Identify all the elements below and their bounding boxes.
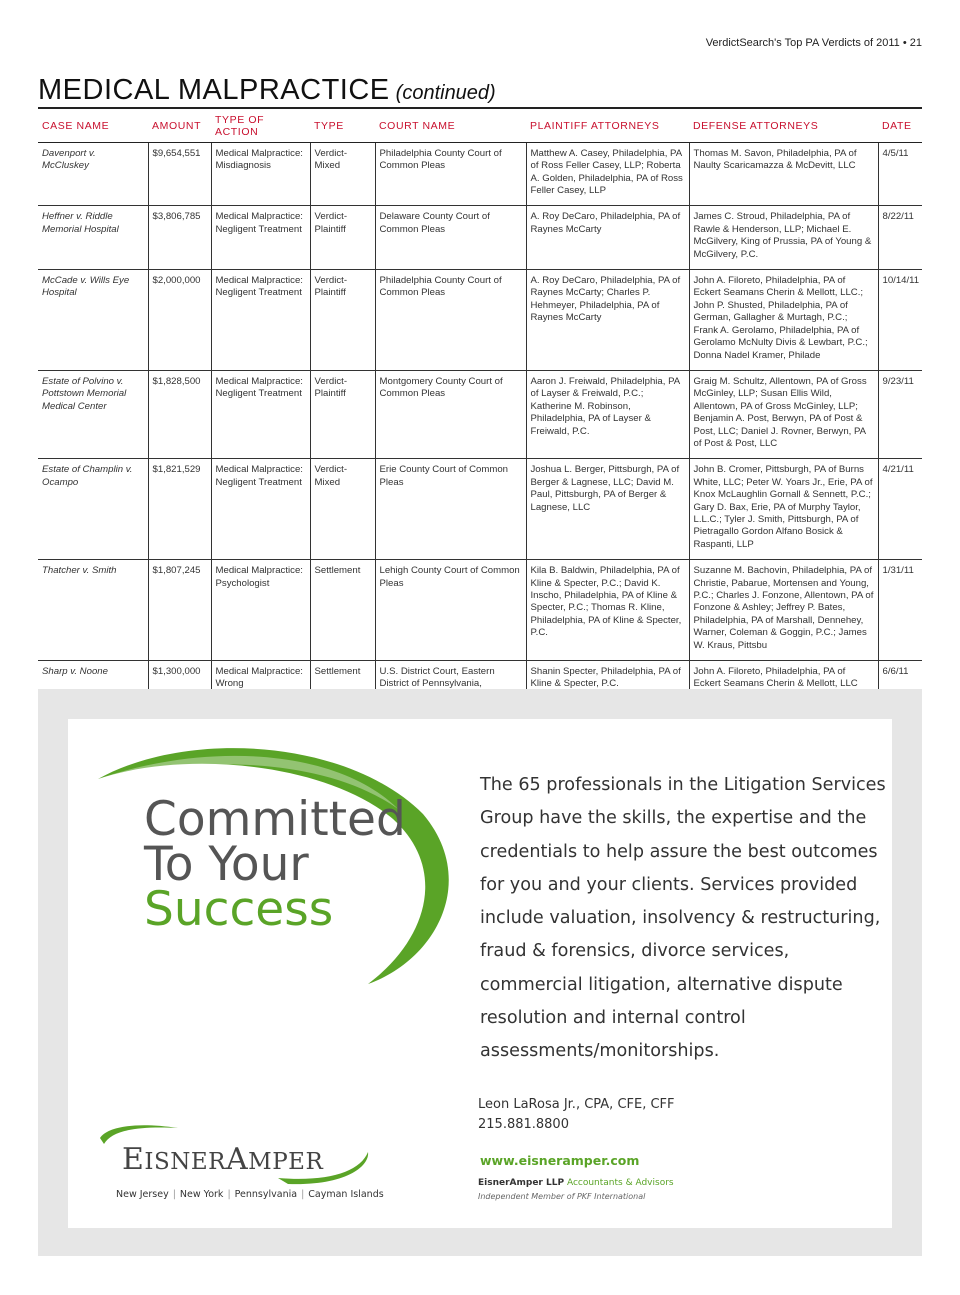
advertisement [38,689,922,1256]
defense-attorneys-cell: James C. Stroud, Philadelphia, PA of Rawle & Henderson, LLP; Michael E. McGilvery, King of Prussia, PA of Young & McGilvery, P.C. [689,206,878,270]
verdicts-table [38,107,922,776]
amount-cell: $2,000,000 [148,270,211,371]
ad-body-text: The 65 professionals in the Litigation Services Group have the skills, the expertise and the credentials to help assure the best outcomes for you and your clients. Services provided include valuation, insolvency & restructuring, fraud & forensics, divorce services, commercial litigation, alternative dispute resolution and internal control assessments/monitorships. [480,775,886,1062]
defense-attorneys-cell: John A. Filoreto, Philadelphia, PA of Eckert Seamans Cherin & Mellott, LLC [689,661,878,712]
contact-phone: 215.881.8800 [478,1117,569,1132]
court-cell: Montgomery County Court of Common Pleas [375,370,526,458]
table-row [38,459,922,560]
amount-cell: $3,806,785 [148,206,211,270]
table-row [38,206,922,270]
amount-cell: $9,654,551 [148,142,211,206]
case-name-cell: Estate of Champlin v. Ocampo [38,459,148,560]
court-cell: Erie County Court of Common Pleas [375,459,526,560]
court-cell: U.S. District Court, Eastern District of Pennsylvania, [375,661,526,712]
table-row [38,560,922,661]
column-header: PLAINTIFF ATTORNEYS [526,108,689,142]
table-row [38,270,922,371]
contact-block [478,1095,675,1135]
verdict-type-cell: Verdict-Plaintiff [310,270,375,371]
action-type-cell: Medical Malpractice: Negligent Treatment [211,270,310,371]
amount-cell: $1,300,000 [148,661,211,712]
plaintiff-attorneys-cell: Matthew A. Casey, Philadelphia, PA of Ross Feller Casey, LLP; Roberta A. Golden, Philadelphia, PA of Ross Feller Casey, LLP [526,142,689,206]
case-name-cell: Estate of Polvino v. Pottstown Memorial Medical Center [38,370,148,458]
section-title-main: MEDICAL MALPRACTICE [38,74,390,106]
date-cell: 6/6/11 [878,661,922,712]
action-type-cell: Medical Malpractice: Negligent Treatment [211,370,310,458]
verdict-type-cell: Settlement [310,661,375,712]
court-cell: Philadelphia County Court of Common Pleas [375,142,526,206]
verdict-type-cell: Verdict-Mixed [310,142,375,206]
firm-tagline: Accountants & Advisors [566,1178,674,1188]
case-name-cell: McCade v. Wills Eye Hospital [38,270,148,371]
amount-cell: $1,821,529 [148,459,211,560]
defense-attorneys-cell: John A. Filoreto, Philadelphia, PA of Eckert Seamans Cherin & Mellott, LLC.; John P. Shusted, Philadelphia, PA of German, Gallagher & Murtagh, P.C.; Frank A. Gerolamo, Philadelphia, PA of Gerolamo McNulty Divis & Lewbart, P.C.; Donna Nadel Kramer, Philade [689,270,878,371]
column-header: COURT NAME [375,108,526,142]
date-cell: 4/21/11 [878,459,922,560]
date-cell: 9/23/11 [878,370,922,458]
state-item: New Jersey [116,1189,169,1200]
office-states: New Jersey | New York | Pennsylvania | Cayman Islands [116,1189,384,1200]
column-header: DATE [878,108,922,142]
state-item: Cayman Islands [308,1189,384,1200]
defense-attorneys-cell: Suzanne M. Bachovin, Philadelphia, PA of Christie, Pabarue, Mortensen and Young, P.C.; Charles J. Fonzone, Allentown, PA of Fonzone & Ashley; Jeffrey P. Bates, Philadelphia, PA of Marshall, Dennehey, Warner, Coleman & Goggin, P.C.; James W. Kraus, Pittsbu [689,560,878,661]
case-name-cell: Thatcher v. Smith [38,560,148,661]
amount-cell: $1,807,245 [148,560,211,661]
table-body [38,142,922,775]
verdict-type-cell: Settlement [310,560,375,661]
column-header: CASE NAME [38,108,148,142]
running-head: VerdictSearch's Top PA Verdicts of 2011 • 21 [705,37,922,49]
table-row [38,142,922,206]
action-type-cell: Medical Malpractice: Wrong [211,661,310,712]
case-name-cell: Sharp v. Noone [38,661,148,712]
case-name-cell: Heffner v. Riddle Memorial Hospital [38,206,148,270]
slogan-line-1: Committed [144,792,406,847]
plaintiff-attorneys-cell: Kila B. Baldwin, Philadelphia, PA of Kline & Specter, P.C.; David K. Inscho, Philadelphia, PA of Kline & Specter, P.C.; Thomas R. Kline, Philadelphia, PA of Kline & Specter, P.C. [526,560,689,661]
website-link[interactable]: www.eisneramper.com [480,1153,640,1168]
column-header: AMOUNT [148,108,211,142]
defense-attorneys-cell: Graig M. Schultz, Allentown, PA of Gross McGinley, LLP; Susan Ellis Wild, Allentown, PA of Gross McGinley, LLP; Benjamin A. Post, Berwyn, PA of Post & Post, LLC; Daniel J. Rovner, Berwyn, PA of Post & Post, LLC [689,370,878,458]
action-type-cell: Medical Malpractice: Psychologist [211,560,310,661]
court-cell: Delaware County Court of Common Pleas [375,206,526,270]
plaintiff-attorneys-cell: Shanin Specter, Philadelphia, PA of Kline & Specter, P.C. [526,661,689,712]
verdict-type-cell: Verdict-Plaintiff [310,206,375,270]
state-item: New York [179,1189,224,1200]
state-item: Pennsylvania [234,1189,298,1200]
amount-cell: $1,828,500 [148,370,211,458]
firm-name: EisnerAmper LLP [478,1178,565,1188]
verdict-type-cell: Verdict-Plaintiff [310,370,375,458]
firm-line [478,1178,674,1188]
date-cell: 4/5/11 [878,142,922,206]
column-header: TYPE [310,108,375,142]
verdict-type-cell: Verdict-Mixed [310,459,375,560]
section-title-sub: (continued) [395,82,496,104]
date-cell: 8/22/11 [878,206,922,270]
date-cell: 10/14/11 [878,270,922,371]
logo-wordmark: EISNERAMPER [122,1142,324,1177]
case-name-cell: Davenport v. McCluskey [38,142,148,206]
date-cell: 1/31/11 [878,560,922,661]
slogan-line-2: To Your [144,837,309,892]
plaintiff-attorneys-cell: Joshua L. Berger, Pittsburgh, PA of Berger & Lagnese, LLC; David M. Paul, Pittsburgh, PA of Berger & Lagnese, LLC [526,459,689,560]
plaintiff-attorneys-cell: A. Roy DeCaro, Philadelphia, PA of Raynes McCarty [526,206,689,270]
table-row [38,370,922,458]
table-header-row [38,108,922,142]
slogan-line-3: Success [144,882,334,937]
defense-attorneys-cell: Thomas M. Savon, Philadelphia, PA of Naulty Scaricamazza & McDevitt, LLC [689,142,878,206]
section-title [38,70,496,107]
action-type-cell: Medical Malpractice: Negligent Treatment [211,459,310,560]
column-header: DEFENSE ATTORNEYS [689,108,878,142]
member-line: Independent Member of PKF International [478,1192,646,1201]
action-type-cell: Medical Malpractice: Misdiagnosis [211,142,310,206]
plaintiff-attorneys-cell: A. Roy DeCaro, Philadelphia, PA of Raynes McCarty; Charles P. Hehmeyer, Philadelphia, PA of Raynes McCarty [526,270,689,371]
plaintiff-attorneys-cell: Aaron J. Freiwald, Philadelphia, PA of Layser & Freiwald, P.C.; Katherine M. Robinson, Philadelphia, PA of Layser & Freiwald, P.C. [526,370,689,458]
defense-attorneys-cell: John B. Cromer, Pittsburgh, PA of Burns White, LLC; Peter W. Yoars Jr., Erie, PA of Knox McLaughlin Gornall & Sennett, P.C.; Gary D. Bax, Erie, PA of Murphy Taylor, L.L.C.; Tyler J. Smith, Pittsburgh, PA of Pietragallo Gordon Alfano Bosick & Raspanti, LLP [689,459,878,560]
ad-panel [68,719,892,1228]
court-cell: Philadelphia County Court of Common Pleas [375,270,526,371]
court-cell: Lehigh County Court of Common Pleas [375,560,526,661]
action-type-cell: Medical Malpractice: Negligent Treatment [211,206,310,270]
column-header: TYPE OF ACTION [211,108,310,142]
ad-slogan [144,792,406,937]
contact-name: Leon LaRosa Jr., CPA, CFE, CFF [478,1097,675,1112]
